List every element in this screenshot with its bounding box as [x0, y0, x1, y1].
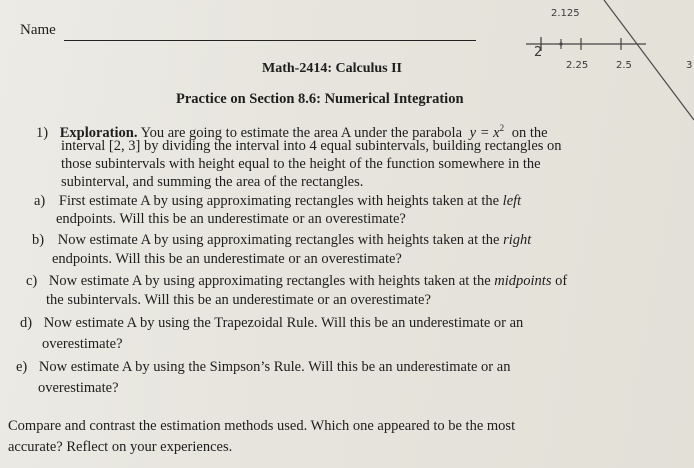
part-b-emphasis: right [503, 232, 532, 248]
hw-mid-value: 2.25 [566, 60, 589, 71]
part-e-line-1 [16, 359, 510, 376]
part-b-line-1 [32, 232, 531, 249]
problem-intro-line-4: subinterval, and summing the area of the rectangles. [61, 174, 364, 190]
part-c-letter: c) [26, 273, 38, 289]
part-c-text: Now estimate A by using approximating rectangles with heights taken at the [48, 273, 491, 289]
part-b-line-2: endpoints. Will this be an underestimate or an overestimate? [52, 251, 402, 267]
parabola-equation: y = x [469, 124, 500, 141]
part-e-line-2: overestimate? [38, 380, 119, 396]
part-a-emphasis: left [502, 193, 522, 209]
part-a-line-2: endpoints. Will this be an underestimate or an overestimate? [56, 211, 406, 227]
problem-number: 1) [36, 124, 49, 141]
problem-intro-end: on the [511, 124, 548, 141]
part-a-text: First estimate A by using approximating rectangles with heights taken at the [58, 193, 500, 209]
part-c-emphasis: midpoints [494, 273, 552, 289]
part-b-letter: b) [32, 232, 45, 248]
closing-line-1: Compare and contrast the estimation methods used. Which one appeared to be the most [8, 418, 516, 434]
parabola-exponent: 2 [499, 123, 505, 133]
name-label: Name [20, 22, 56, 38]
part-c-line-1 [26, 273, 567, 290]
part-e-text: Now estimate A by using the Simpson’s Rule. Will this be an underestimate or an [38, 359, 511, 375]
part-b-text: Now estimate A by using approximating rectangles with heights taken at the [57, 232, 500, 248]
part-d-line-2: overestimate? [42, 336, 123, 352]
hw-left-value: 2 [534, 45, 543, 60]
course-title: Math-2414: Calculus II [262, 61, 403, 76]
part-d-line-1 [20, 315, 523, 332]
practice-title: Practice on Section 8.6: Numerical Integration [176, 91, 464, 107]
dot-2125 [559, 42, 562, 45]
part-a-letter: a) [34, 193, 46, 209]
hw-right-value: 2.5 [616, 60, 632, 71]
part-e-letter: e) [16, 359, 28, 375]
part-c-text-end: of [555, 273, 568, 289]
part-c-line-2: the subintervals. Will this be an underestimate or an overestimate? [46, 292, 431, 308]
problem-label: Exploration. [59, 124, 138, 141]
part-d-letter: d) [20, 315, 33, 331]
problem-intro-line-2: interval [2, 3] by dividing the interval into 4 equal subintervals, building rectangles on [61, 138, 562, 154]
problem-intro-text: You are going to estimate the area A under the parabola [140, 124, 463, 141]
part-d-text: Now estimate A by using the Trapezoidal Rule. Will this be an underestimate or an [43, 315, 524, 331]
hw-top-value: 2.125 [551, 8, 580, 19]
closing-line-2: accurate? Reflect on your experiences. [8, 439, 233, 455]
part-a-line-1 [34, 193, 521, 210]
problem-intro-line-3: those subintervals with height equal to the height of the function somewhere in the [61, 156, 541, 172]
name-underline [64, 40, 476, 41]
hw-edge-value: 3 [686, 60, 693, 71]
